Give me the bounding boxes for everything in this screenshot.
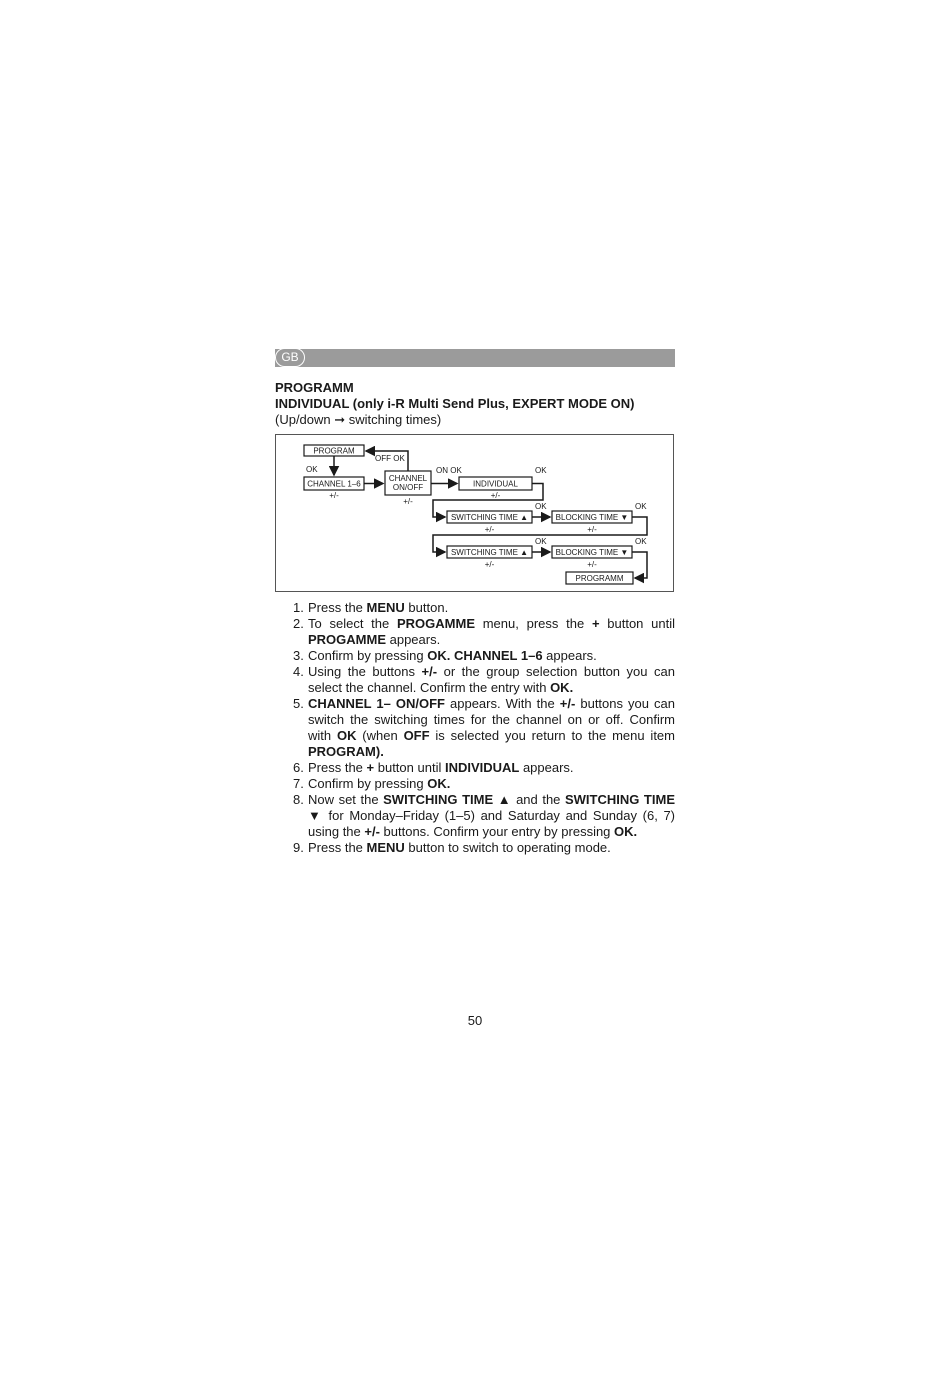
- step-keyword: OK.: [550, 680, 574, 695]
- step-keyword: OK: [336, 728, 357, 743]
- step-text: (when: [356, 728, 404, 743]
- step-keyword: +/-: [364, 824, 380, 839]
- section-subtitle: INDIVIDUAL (only i-R Multi Send Plus, EXPERT MODE ON): [275, 396, 635, 411]
- step-text: appears.: [386, 632, 441, 647]
- step-number: 4.: [293, 664, 304, 679]
- step-text: button to switch to operating mode.: [404, 840, 611, 855]
- section-note: (Up/down ➞ switching times): [275, 412, 442, 427]
- step-text: or the group selection button you can select the channel. Confirm the entry with: [308, 664, 675, 695]
- plus-minus-label-4: +/-: [484, 525, 495, 534]
- step-number: 3.: [293, 648, 304, 663]
- channel-1-6-label: CHANNEL 1–6: [307, 479, 361, 489]
- step-text: Press the: [308, 760, 367, 775]
- step-item: [275, 616, 675, 648]
- step-keyword: PROGAMME: [308, 632, 386, 647]
- arrow-blocking-to-programm: [632, 552, 647, 578]
- instruction-steps: [275, 600, 675, 856]
- step-keyword: +: [591, 616, 600, 631]
- switching-time-up-label: SWITCHING TIME ▲: [450, 513, 529, 522]
- plus-minus-label-1: +/-: [329, 491, 339, 500]
- step-keyword: PROGRAM).: [308, 744, 384, 759]
- step-keyword: MENU: [366, 600, 405, 615]
- step-number: 2.: [293, 616, 304, 631]
- channel-on-off-label-2: ON/OFF: [392, 483, 424, 492]
- ok-label-1: OK: [306, 465, 318, 474]
- step-item: [275, 664, 675, 696]
- step-keyword: OK.: [427, 776, 451, 791]
- step-item: [275, 760, 675, 776]
- step-number: 5.: [293, 696, 304, 711]
- program-box-label: PROGRAM: [313, 446, 355, 456]
- step-text: Using the buttons: [308, 664, 422, 679]
- step-text: Confirm by pressing: [308, 648, 428, 663]
- section-title: PROGRAMM: [275, 380, 354, 395]
- step-keyword: OFF: [403, 728, 430, 743]
- step-number: 7.: [293, 776, 304, 791]
- step-keyword: SWITCHING TIME ▼: [308, 792, 675, 823]
- menu-flow-diagram: [275, 434, 674, 592]
- step-keyword: MENU: [366, 840, 405, 855]
- plus-minus-label-3: +/-: [490, 491, 501, 500]
- step-keyword: INDIVIDUAL: [444, 760, 520, 775]
- step-keyword: SWITCHING TIME ▲: [383, 792, 512, 807]
- step-item: [275, 696, 675, 760]
- plus-minus-label-2: +/-: [403, 497, 413, 506]
- step-text: button until: [374, 760, 445, 775]
- ok-label-5: OK: [535, 537, 547, 546]
- step-item: [275, 776, 675, 792]
- step-text: button.: [404, 600, 449, 615]
- plus-minus-label-6: +/-: [484, 560, 495, 569]
- language-badge: GB: [275, 348, 305, 367]
- step-number: 9.: [293, 840, 304, 855]
- step-text: Press the: [308, 840, 367, 855]
- step-keyword: OK.: [614, 824, 638, 839]
- step-item: [275, 792, 675, 840]
- step-text: appears.: [519, 760, 574, 775]
- step-text: Now set the: [308, 792, 384, 807]
- step-keyword: PROGAMME: [396, 616, 475, 631]
- step-text: is selected you return to the menu item: [429, 728, 675, 743]
- step-item: [275, 648, 675, 664]
- step-keyword: CHANNEL 1– ON/OFF: [308, 696, 445, 711]
- step-text: To select the: [308, 616, 397, 631]
- step-number: 8.: [293, 792, 304, 807]
- step-text: buttons. Confirm your entry by pressing: [379, 824, 615, 839]
- channel-on-off-label-1: CHANNEL: [388, 474, 428, 483]
- ok-label-2: OK: [535, 466, 547, 475]
- blocking-time-label-1: BLOCKING TIME ▼: [555, 513, 629, 522]
- menu-flow-svg: [276, 435, 675, 593]
- ok-label-4: OK: [635, 502, 647, 511]
- step-keyword: OK. CHANNEL 1–6: [427, 648, 543, 663]
- on-ok-label: ON OK: [436, 466, 462, 475]
- page-number: 50: [467, 1013, 483, 1028]
- step-number: 6.: [293, 760, 304, 775]
- ok-label-6: OK: [635, 537, 647, 546]
- step-keyword: +: [366, 760, 375, 775]
- plus-minus-label-5: +/-: [587, 525, 597, 534]
- header-bar: [275, 349, 675, 367]
- step-text: appears.: [542, 648, 597, 663]
- step-text: for Monday–Friday (1–5) and Saturday and Sunday (6, 7) using the: [308, 808, 676, 839]
- off-ok-label: OFF OK: [375, 454, 405, 463]
- switching-time-down-label: SWITCHING TIME ▲: [450, 548, 529, 557]
- step-text: buttons you can switch the switching times for the channel on or off. Confirm with: [308, 696, 675, 743]
- step-keyword: +/-: [559, 696, 576, 711]
- step-text: appears. With the: [444, 696, 560, 711]
- step-item: [275, 600, 675, 616]
- individual-label: INDIVIDUAL: [473, 479, 518, 489]
- step-keyword: +/-: [421, 664, 438, 679]
- plus-minus-label-7: +/-: [587, 560, 597, 569]
- programm-label: PROGRAMM: [575, 574, 624, 583]
- blocking-time-label-2: BLOCKING TIME ▼: [555, 548, 629, 557]
- step-text: button until: [599, 616, 675, 631]
- step-text: Confirm by pressing: [308, 776, 428, 791]
- step-text: and the: [511, 792, 565, 807]
- step-text: menu, press the: [474, 616, 592, 631]
- step-number: 1.: [293, 600, 304, 615]
- step-item: [275, 840, 675, 856]
- ok-label-3: OK: [535, 502, 547, 511]
- step-text: Press the: [308, 600, 367, 615]
